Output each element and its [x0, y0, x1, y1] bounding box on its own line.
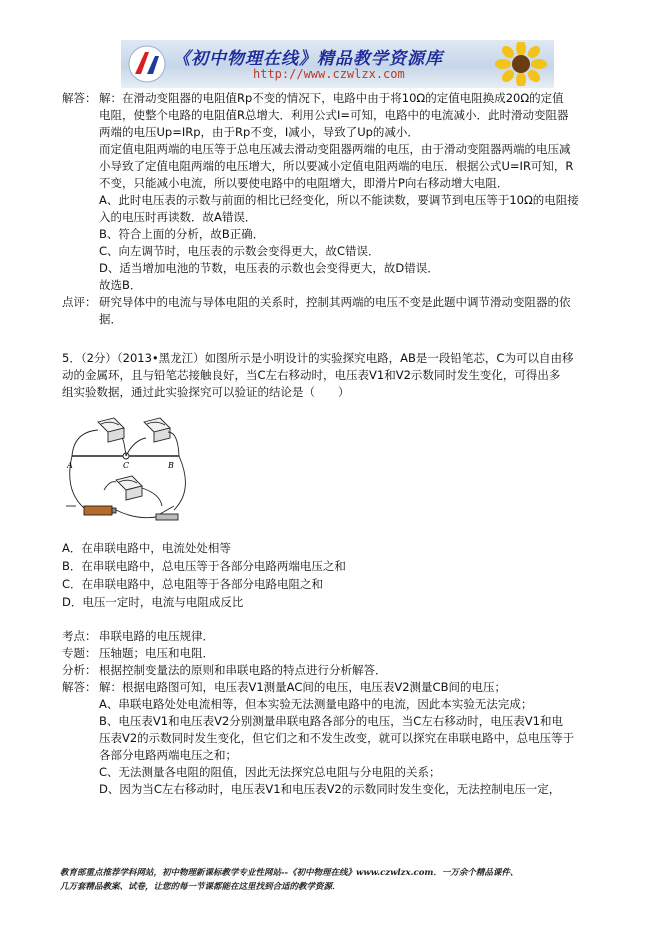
question-line-3: 组实验数据，通过此实验探究可以验证的结论是（ ） [62, 385, 350, 399]
comment-line-2: 据． [99, 312, 122, 326]
option-b[interactable]: B．在串联电路中，总电压等于各部分电路两端电压之和 [62, 559, 346, 573]
kaodian-text: 串联电路的电压规律． [99, 629, 214, 643]
question-line-2: 动的金属环，且与铅笔芯接触良好，当C左右移动时，电压表V1和V2示数同时发生变化，可得出多 [62, 368, 561, 382]
answer-line-5: 各部分电路两端电压之和； [99, 748, 237, 762]
answer-line-4: 压表V2的示数同时发生变化，但它们之和不发生改变，就可以探究在串联电路中，总电压等于 [99, 731, 575, 745]
analysis-line-3: 两端的电压Up=IRp，由于Rp不变，I减小，导致了Up的减小． [99, 125, 419, 139]
analysis-line-10: C、向左调节时，电压表的示数会变得更大，故C错误． [99, 244, 380, 258]
circuit-diagram [64, 410, 199, 532]
analysis-line-8: 入的电压时再读数．故A错误． [99, 210, 257, 224]
analysis-line-2: 电阻，使整个电路的电阻值R总增大．利用公式I=可知，电路中的电流减小．此时滑动变阻器 [99, 108, 569, 122]
label-b: B [168, 461, 174, 470]
comment-line-1: 研究导体中的电流与导体电阻的关系时，控制其两端的电压不变是此题中调节滑动变阻器的依 [99, 295, 571, 309]
voltmeter-v2-icon [144, 418, 170, 442]
banner-url[interactable]: http://www.czwlzx.com [253, 67, 405, 81]
battery-icon [84, 506, 116, 515]
answer-line-7: D、因为当C左右移动时，电压表V1和电压表V2的示数同时发生变化，无法控制电压一定， [99, 782, 561, 796]
voltmeter-v1-icon [98, 418, 124, 442]
answer-line-1: 解：根据电路图可知，电压表V1测量AC间的电压，电压表V2测量CB间的电压； [99, 680, 506, 694]
banner-title: 《初中物理在线》精品教学资源库 [173, 49, 443, 69]
option-d[interactable]: D．电压一定时，电流与电阻成反比 [62, 595, 244, 609]
page-footer [60, 866, 620, 894]
footer-line-2: 几万套精品教案、试卷，让您的每一节课都能在这里找到合适的教学资源． [60, 882, 341, 892]
option-c[interactable]: C．在串联电路中，总电阻等于各部分电路电阻之和 [62, 577, 324, 591]
answer-line-6: C、无法测量各电阻的阻值，因此无法探究总电阻与分电阻的关系； [99, 765, 441, 779]
zhuanti-label: 专题： [62, 646, 97, 660]
analysis-line-1: 解：在滑动变阻器的电阻值Rp不变的情况下，电路中由于将10Ω的定值电阻换成20Ω的定值 [99, 91, 564, 105]
analysis-label: 解答： [62, 91, 97, 105]
site-logo-icon [127, 44, 167, 84]
header-banner [121, 40, 554, 88]
label-a: A [67, 461, 73, 470]
answer-label: 解答： [62, 680, 97, 694]
switch-icon [156, 506, 178, 520]
analysis-line-7: A、此时电压表的示数与前面的相比已经变化，所以不能读数，要调节到电压等于10Ω的电阻接 [99, 193, 579, 207]
comment-label: 点评： [62, 295, 97, 309]
analysis-line-4: 而定值电阻两端的电压等于总电压减去滑动变阻器两端的电压，由于滑动变阻器两端的电压减 [99, 142, 571, 156]
option-a[interactable]: A．在串联电路中，电流处处相等 [62, 541, 231, 555]
analysis-line-9: B、符合上面的分析，故B正确． [99, 227, 265, 241]
zhuanti-text: 压轴题；电压和电阻． [99, 646, 214, 660]
answer-line-2: A、串联电路处处电流相等，但本实验无法测量电路中的电流，因此本实验无法完成； [99, 697, 533, 711]
question-line-1: 5．（2分）（2013•黑龙江）如图所示是小明设计的实验探究电路，AB是一段铅笔芯，C为可以自由移 [62, 351, 574, 365]
analysis-line-5: 小导致了定值电阻两端的电压增大，所以要减小定值电阻两端的电压．根据公式U=IR可知，R [99, 159, 574, 173]
analysis-line-11: D、适当增加电池的节数，电压表的示数也会变得更大，故D错误． [99, 261, 439, 275]
sunflower-icon [492, 42, 550, 86]
label-c: C [123, 461, 130, 470]
answer-line-3: B、电压表V1和电压表V2分别测量串联电路各部分的电压，当C左右移动时，电压表V1和电 [99, 714, 563, 728]
fenxi-text: 根据控制变量法的原则和串联电路的特点进行分析解答． [99, 663, 387, 677]
fenxi-label: 分析： [62, 663, 97, 677]
analysis-line-12: 故选B． [99, 278, 142, 292]
voltmeter-bottom-icon [116, 476, 142, 500]
footer-line-1: 教育部重点推荐学科网站，初中物理新课标教学专业性网站--《初中物理在线》www.czwlzx.com．一万余个精品课件、 [60, 868, 519, 878]
analysis-line-6: 不变，只能减小电流，所以要使电路中的电阻增大，即滑片P向右移动增大电阻． [99, 176, 509, 190]
kaodian-label: 考点： [62, 629, 97, 643]
